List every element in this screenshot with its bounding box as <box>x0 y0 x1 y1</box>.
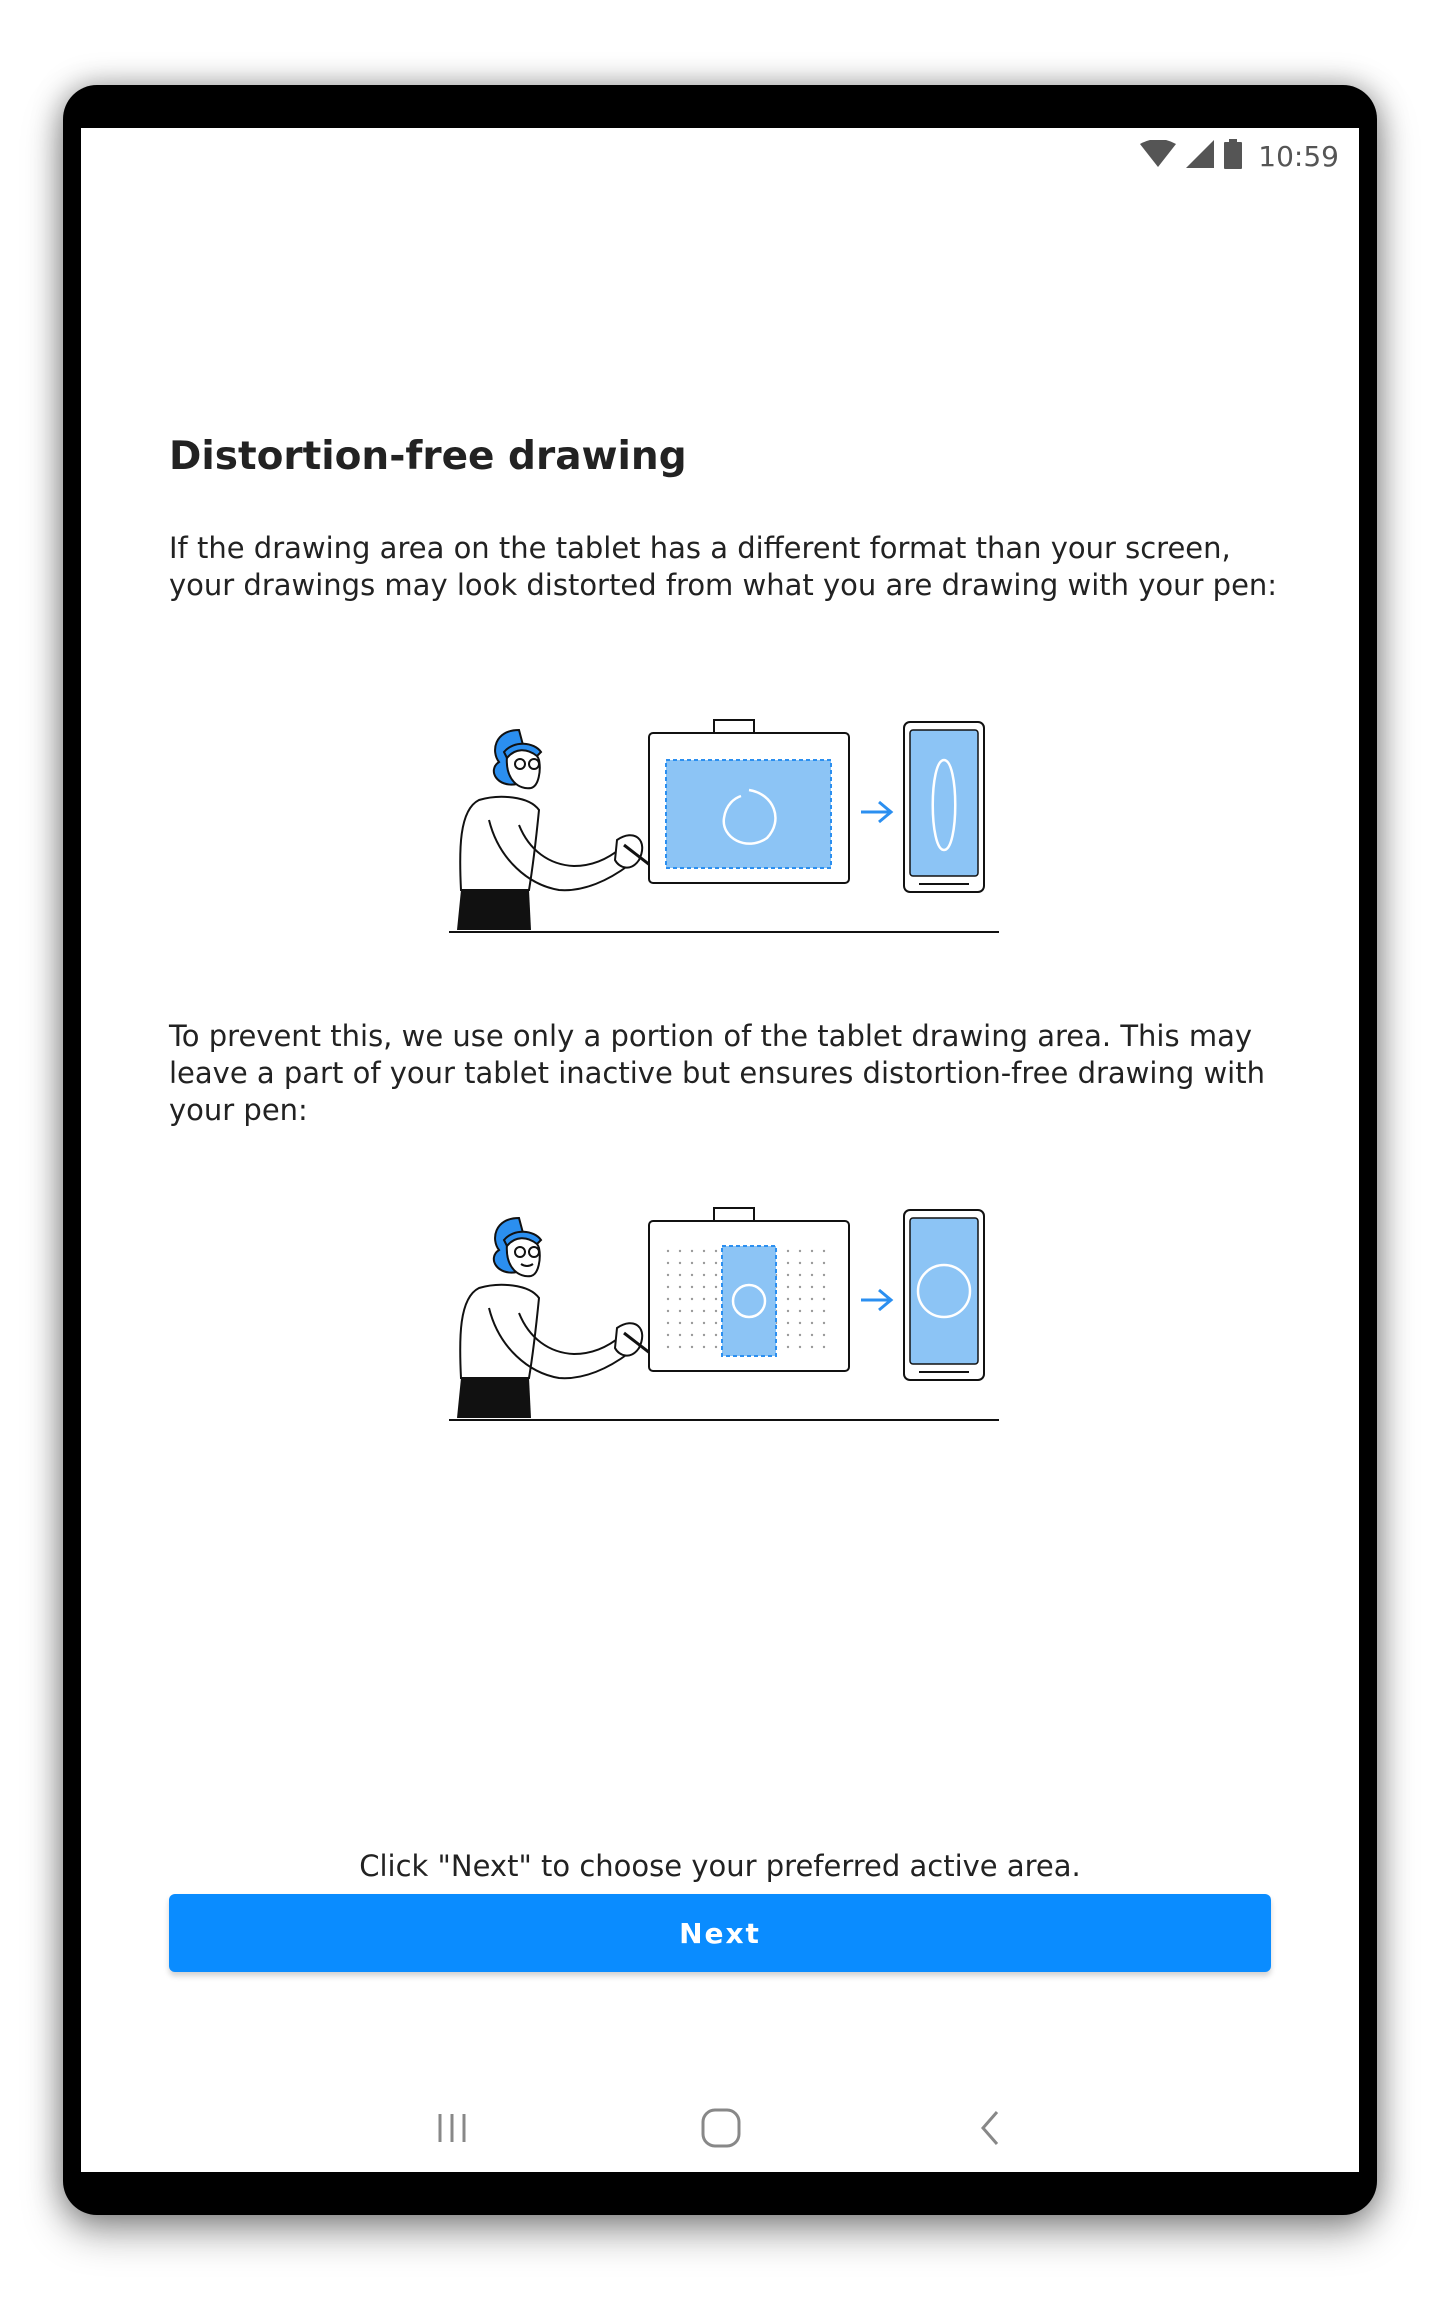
back-icon[interactable] <box>951 2093 1031 2163</box>
status-time: 10:59 <box>1258 139 1339 173</box>
distorted-drawing-illustration <box>449 700 999 950</box>
screen <box>81 128 1359 2172</box>
description-paragraph-1: If the drawing area on the tablet has a different format than your screen, your drawings may look distorted from what you are drawing with your pen: <box>169 531 1278 602</box>
next-button[interactable]: Next <box>169 1894 1271 1972</box>
battery-icon <box>1224 139 1242 173</box>
wifi-icon <box>1140 140 1176 172</box>
distortion-free-drawing-illustration <box>449 1188 999 1438</box>
recents-icon[interactable] <box>412 2093 492 2163</box>
next-hint-text: Click "Next" to choose your preferred active area. <box>359 1849 1081 1883</box>
status-bar <box>81 128 1359 184</box>
signal-icon <box>1186 140 1214 172</box>
home-icon[interactable] <box>681 2093 761 2163</box>
page-title: Distortion-free drawing <box>169 434 687 479</box>
system-nav-bar <box>81 2093 1359 2163</box>
description-paragraph-2: To prevent this, we use only a portion of the tablet drawing area. This may leave a part of your tablet inactive but ensures distortion-free drawing with your pen: <box>169 1019 1265 1127</box>
